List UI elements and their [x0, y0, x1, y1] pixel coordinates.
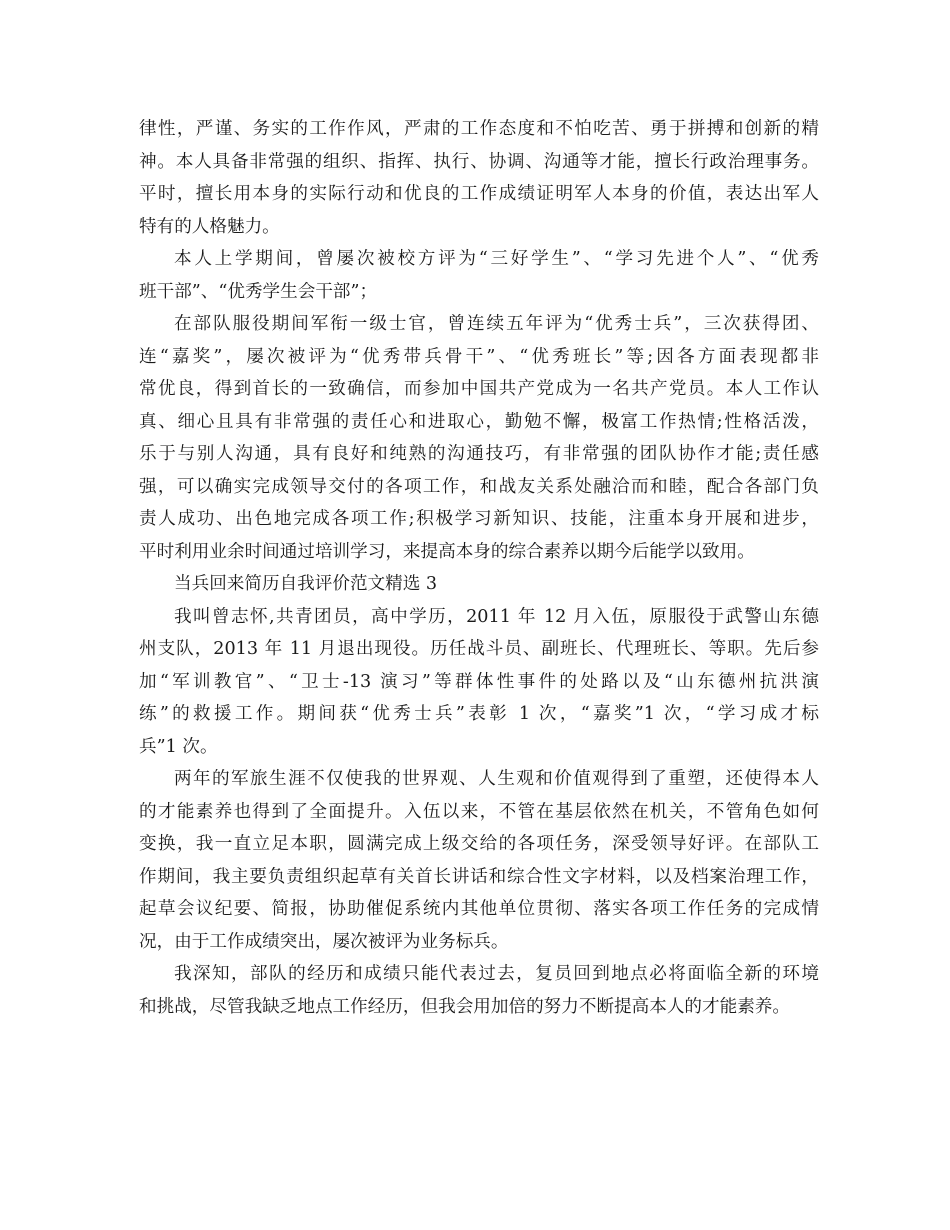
paragraph [139, 243, 819, 308]
text-line: 真、细心且具有非常强的责任心和进取心，勤勉不懈，极富工作热情;性格活泼， [139, 411, 819, 432]
text-line: 平时，擅长用本身的实际行动和优良的工作成绩证明军人本身的价值，表达出军人 [139, 184, 819, 204]
text-line: 特有的人格魅力。 [139, 216, 280, 237]
text-line: 连“嘉奖”，屡次被评为“优秀带兵骨干”、“优秀班长”等;因各方面表现都非 [139, 346, 819, 367]
text-line: 班干部”、“优秀学生会干部”； [139, 281, 378, 302]
text-line: 况，由于工作成绩突出，屡次被评为业务标兵。 [139, 931, 509, 952]
text-line: 我深知，部队的经历和成绩只能代表过去，复员回到地点必将面临全新的环境 [174, 964, 819, 984]
document-body [139, 113, 819, 1023]
text-line: 强，可以确实完成领导交付的各项工作，和战友关系处融洽而和睦，配合各部门负 [139, 476, 819, 497]
text-line: 当兵回来简历自我评价范文精选 3 [174, 574, 438, 594]
text-line: 和挑战，尽管我缺乏地点工作经历，但我会用加倍的努力不断提高本人的才能素养。 [139, 996, 790, 1017]
text-line: 练”的救援工作。期间获“优秀士兵”表彰 1 次，“嘉奖”1 次，“学习成才标 [139, 704, 819, 724]
text-line: 本人上学期间，曾屡次被校方评为“三好学生”、“学习先进个人”、“优秀 [174, 249, 819, 269]
paragraph [139, 601, 819, 764]
text-line: 兵”1 次。 [139, 736, 218, 757]
text-line: 变换，我一直立足本职，圆满完成上级交给的各项任务，深受领导好评。在部队工 [139, 834, 819, 854]
text-line: 神。本人具备非常强的组织、指挥、执行、协调、沟通等才能，擅长行政治理事务。 [139, 151, 819, 172]
paragraph [139, 308, 819, 568]
text-line: 律性，严谨、务实的工作作风，严肃的工作态度和不怕吃苦、勇于拼搏和创新的精 [139, 119, 819, 139]
text-line: 作期间，我主要负责组织起草有关首长讲话和综合性文字材料，以及档案治理工作， [139, 866, 819, 887]
text-line: 的才能素养也得到了全面提升。入伍以来，不管在基层依然在机关，不管角色如何 [139, 801, 819, 822]
paragraph [139, 113, 819, 243]
text-line: 在部队服役期间军衔一级士官，曾连续五年评为“优秀士兵”，三次获得团、 [174, 314, 819, 334]
paragraph [139, 568, 819, 601]
text-line: 乐于与别人沟通，具有良好和纯熟的沟通技巧，有非常强的团队协作才能;责任感 [139, 444, 819, 464]
text-line: 我叫曾志怀,共青团员，高中学历，2011 年 12 月入伍，原服役于武警山东德 [174, 606, 819, 627]
text-line: 责人成功、出色地完成各项工作;积极学习新知识、技能，注重本身开展和进步， [139, 509, 819, 529]
text-line: 加“军训教官”、“卫士-13 演习”等群体性事件的处路以及“山东德州抗洪演 [139, 671, 819, 692]
text-line: 平时利用业余时间通过培训学习，来提高本身的综合素养以期今后能学以致用。 [139, 541, 755, 562]
paragraph [139, 958, 819, 1023]
text-line: 两年的军旅生涯不仅使我的世界观、人生观和价值观得到了重塑，还使得本人 [174, 769, 819, 789]
paragraph [139, 763, 819, 958]
text-line: 起草会议纪要、简报，协助催促系统内其他单位贯彻、落实各项工作任务的完成情 [139, 899, 819, 919]
text-line: 常优良，得到首长的一致确信，而参加中国共产党成为一名共产党员。本人工作认 [139, 379, 819, 399]
text-line: 州支队，2013 年 11 月退出现役。历任战斗员、副班长、代理班长、等职。先后参 [139, 639, 819, 659]
